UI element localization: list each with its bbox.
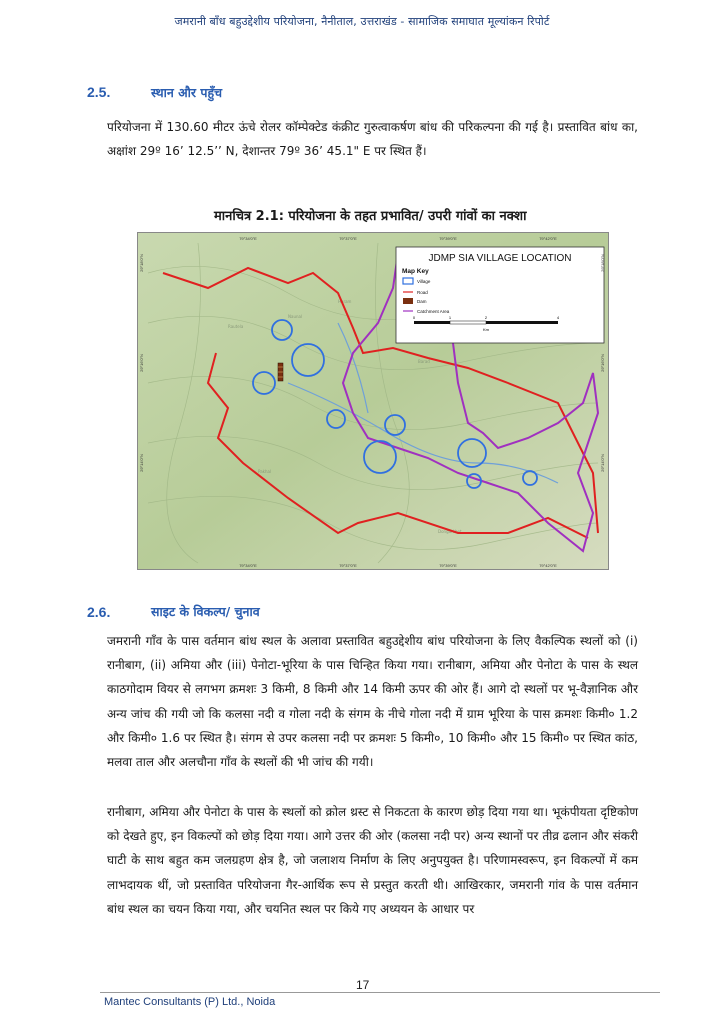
legend-dam-label: Dam bbox=[417, 299, 427, 304]
location-paragraph: परियोजना में 130.60 मीटर ऊंचे रोलर कॉम्पेक्टेड कंक्रीट गुरुत्वाकर्षण बांध की परिकल्पना की गई है। प्रस्तावित बांध का, अक्षांश 29º 16’ 12.5’’ N, देशान्तर 79º 36’ 45.1" E पर स्थित हैं। bbox=[107, 120, 638, 159]
svg-text:4: 4 bbox=[556, 315, 560, 320]
legend-catchment-label: Catchment Area bbox=[417, 309, 450, 314]
svg-text:2: 2 bbox=[484, 315, 488, 320]
map-key-panel bbox=[396, 247, 604, 343]
svg-text:Rautela: Rautela bbox=[228, 324, 244, 329]
svg-text:29°14'0"N: 29°14'0"N bbox=[600, 454, 605, 472]
site-alternatives-paragraph: जमरानी गाँव के पास वर्तमान बांध स्थल के अलावा प्रस्तावित बहुउद्देशीय बांध परियोजना के लिए वैकल्पिक स्थलों को (i) रानीबाग, (ii) अमिया और (iii) पेनोटा-भूरिया के पास चिन्हित किया गया। रानीबाग, अमिया और पेनोटा के पास के स्थल काठगोदाम वियर से लगभग क्रमशः 3 किमी, 8 किमी और 14 किमी ऊपर की ओर हैं। आगे दो स्थलों पर भू-वैज्ञानिक और अन्य जांच की गयी जो कि कलसा नदी व गोला नदी के संगम के नीचे गोला नदी में ग्राम भूरिया के पास क्रमशः किमी० 1.2 और किमी० 1.6 पर स्थित है। संगम से उपर कलसा नदी पर क्रमशः 5 किमी०, 10 किमी० और 15 किमी० पर स्थित कांठ, मलवा ताल और अलचौना गाँव के स्थलों की भी जांच की गयी। bbox=[107, 634, 638, 770]
svg-text:29°18'0"N: 29°18'0"N bbox=[139, 254, 144, 272]
site-selection-paragraph: रानीबाग, अमिया और पेनोटा के पास के स्थलों को क्रोल थ्रस्ट से निकटता के कारण छोड़ दिया गया था। भूकंपीयता दृष्टिकोण को देखते हुए, इन विकल्पों को छोड़ दिया गया। आगे उत्तर की ओर (कलसा नदी पर) अन्य स्थानों पर तीव्र ढलान और संकरी घाटी के साथ बहुत कम जलग्रहण क्षेत्र है, जो जलाशय निर्माण के लिए अनुपयुक्त है। परिणामस्वरूप, इन विकल्पों में कम लाभदायक थीं, जो प्रस्तावित परियोजना गैर-आर्थिक रूप से प्रस्तुत करती थी। आखिरकार, जमरानी गांव के पास वर्तमान बांध स्थल का चयन किया गया, और चयनित स्थल पर किये गए अध्ययन के आधार पर bbox=[107, 805, 638, 916]
svg-text:Naunal: Naunal bbox=[288, 314, 303, 319]
svg-text:29°16'0"N: 29°16'0"N bbox=[139, 354, 144, 372]
svg-text:Pakhal: Pakhal bbox=[258, 469, 272, 474]
svg-text:29°18'0"N: 29°18'0"N bbox=[600, 254, 605, 272]
dam-marker bbox=[278, 363, 283, 381]
svg-text:79°37'0"E: 79°37'0"E bbox=[339, 563, 357, 568]
svg-text:Barad: Barad bbox=[418, 359, 430, 364]
map-title: JDMP SIA VILLAGE LOCATION bbox=[428, 253, 572, 264]
svg-text:79°42'0"E: 79°42'0"E bbox=[539, 236, 557, 241]
svg-text:79°34'0"E: 79°34'0"E bbox=[239, 563, 257, 568]
svg-text:79°34'0"E: 79°34'0"E bbox=[239, 236, 257, 241]
village-location-map bbox=[137, 232, 609, 570]
section-title: स्थान और पहुँच bbox=[151, 85, 223, 100]
svg-text:1: 1 bbox=[448, 315, 452, 320]
svg-text:79°39'0"E: 79°39'0"E bbox=[439, 563, 457, 568]
page-number: 17 bbox=[356, 978, 370, 992]
legend-dam-swatch bbox=[403, 298, 413, 304]
svg-text:79°42'0"E: 79°42'0"E bbox=[539, 563, 557, 568]
legend-road-label: Road bbox=[417, 290, 428, 295]
svg-text:0: 0 bbox=[412, 315, 416, 320]
footer-company: Mantec Consultants (P) Ltd., Noida bbox=[104, 996, 276, 1008]
page-header: जमरानी बाँध बहुउद्देशीय परियोजना, नैनीताल, उत्तराखंड - सामाजिक समाघात मूल्यांकन रिपोर्ट bbox=[174, 15, 550, 28]
svg-text:Km: Km bbox=[483, 327, 489, 332]
footer-divider bbox=[100, 992, 660, 993]
section-number: 2.5. bbox=[87, 84, 111, 100]
svg-text:29°14'0"N: 29°14'0"N bbox=[139, 454, 144, 472]
section-title: साइट के विकल्प/ चुनाव bbox=[151, 604, 260, 619]
svg-text:Dongarkhet: Dongarkhet bbox=[438, 529, 462, 534]
svg-text:79°37'0"E: 79°37'0"E bbox=[339, 236, 357, 241]
legend-village-label: Village bbox=[417, 279, 431, 284]
section-number: 2.6. bbox=[87, 604, 111, 620]
svg-text:Haram: Haram bbox=[338, 299, 352, 304]
svg-text:79°39'0"E: 79°39'0"E bbox=[439, 236, 457, 241]
svg-text:29°16'0"N: 29°16'0"N bbox=[600, 354, 605, 372]
map-key-title: Map Key bbox=[402, 268, 429, 275]
figure-caption: मानचित्र 2.1: परियोजना के तहत प्रभावित/ उपरी गांवों का नक्शा bbox=[214, 209, 527, 224]
